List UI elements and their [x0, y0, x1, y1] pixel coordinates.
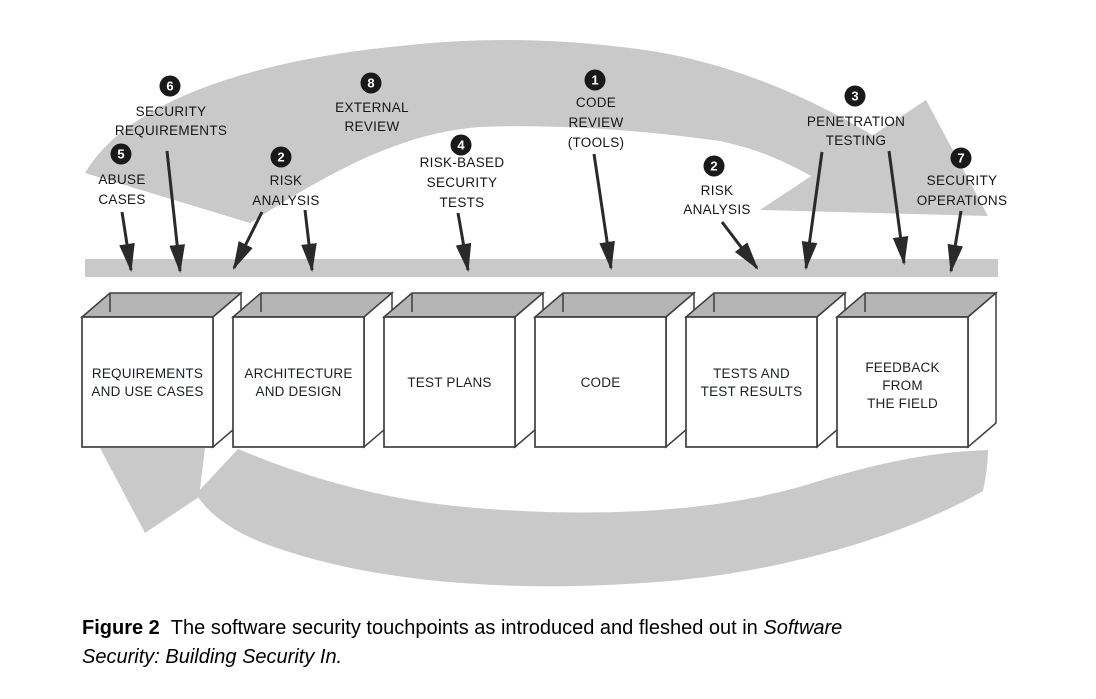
box-label-line: REQUIREMENTS	[91, 366, 204, 381]
figure-label: Figure 2	[82, 617, 160, 639]
timeline-bar	[85, 259, 998, 277]
box-label-line: ARCHITECTURE	[244, 366, 353, 381]
feedback-loop-arrow	[100, 448, 988, 586]
touchpoint-label-external-review: REVIEW	[344, 119, 400, 134]
book-title: Software	[763, 617, 843, 639]
touchpoint-label-security-operations: OPERATIONS	[916, 193, 1008, 208]
artifact-box-test-plans	[384, 293, 543, 447]
touchpoint-label-external-review: EXTERNAL	[335, 100, 409, 115]
badge-external-review	[361, 73, 382, 94]
badge-code-review	[585, 70, 606, 91]
badge-number: 6	[166, 78, 174, 94]
caption-body: The software security touchpoints as introduced and fleshed out in	[170, 617, 758, 639]
box-label-line: AND DESIGN	[255, 384, 342, 399]
box-label-line: TESTS AND	[713, 366, 790, 381]
touchpoint-label-security-operations: SECURITY	[926, 173, 998, 188]
touchpoint-label-abuse-cases: CASES	[98, 192, 146, 207]
box-front-face	[686, 317, 817, 447]
touchpoint-label-code-review: CODE	[575, 95, 617, 110]
artifact-box-code	[535, 293, 694, 447]
touchpoint-label-risk-based-tests: TESTS	[439, 195, 485, 210]
artifact-box-feedback	[837, 293, 996, 447]
box-label-line: FROM	[882, 378, 923, 393]
arrow-code-review	[594, 154, 611, 268]
touchpoint-label-penetration-testing: PENETRATION	[806, 114, 906, 129]
badge-risk-analysis-2	[704, 156, 725, 177]
box-right-wall	[968, 293, 996, 447]
badge-number: 5	[117, 146, 125, 162]
box-label-line: TEST PLANS	[407, 375, 492, 390]
artifact-box-requirements	[82, 293, 241, 447]
touchpoint-label-risk-analysis-1: ANALYSIS	[252, 193, 320, 208]
touchpoint-label-security-requirements: REQUIREMENTS	[114, 123, 228, 138]
badge-risk-analysis-1	[271, 147, 292, 168]
touchpoint-label-abuse-cases: ABUSE	[98, 172, 146, 187]
badge-number: 8	[367, 75, 375, 91]
touchpoint-label-risk-based-tests: SECURITY	[426, 175, 498, 190]
badge-number: 2	[277, 149, 285, 165]
feedback-loop-band	[196, 449, 988, 586]
artifact-box-architecture	[233, 293, 392, 447]
book-title: Security: Building Security In.	[82, 645, 343, 668]
touchpoint-label-code-review: REVIEW	[568, 115, 624, 130]
touchpoint-label-risk-analysis-2: ANALYSIS	[683, 202, 751, 217]
badge-number: 2	[710, 158, 718, 174]
box-label-line: FEEDBACK	[865, 360, 940, 375]
box-front-face	[82, 317, 213, 447]
box-label-line: THE FIELD	[867, 396, 938, 411]
touchpoint-label-risk-analysis-1: RISK	[269, 173, 303, 188]
touchpoint-label-risk-based-tests: RISK-BASED	[419, 155, 505, 170]
badge-number: 7	[957, 150, 965, 166]
box-label-line: AND USE CASES	[91, 384, 204, 399]
touchpoint-label-risk-analysis-2: RISK	[700, 183, 734, 198]
badge-security-requirements	[160, 76, 181, 97]
badge-number: 3	[851, 88, 859, 104]
artifact-box-tests-results	[686, 293, 845, 447]
feedback-loop-arrowhead	[100, 448, 205, 533]
touchpoint-label-penetration-testing: TESTING	[825, 133, 887, 148]
touchpoint-label-security-requirements: SECURITY	[135, 104, 207, 119]
badge-number: 4	[457, 137, 465, 153]
badge-number: 1	[591, 72, 599, 88]
badge-abuse-cases	[111, 144, 132, 165]
badge-penetration-testing	[845, 86, 866, 107]
touchpoint-label-code-review: (TOOLS)	[567, 135, 625, 150]
box-label-line: TEST RESULTS	[700, 384, 803, 399]
box-front-face	[233, 317, 364, 447]
figure-caption	[82, 614, 1002, 671]
badge-risk-based-tests	[451, 135, 472, 156]
box-label-line: CODE	[580, 375, 621, 390]
badge-security-operations	[951, 148, 972, 169]
